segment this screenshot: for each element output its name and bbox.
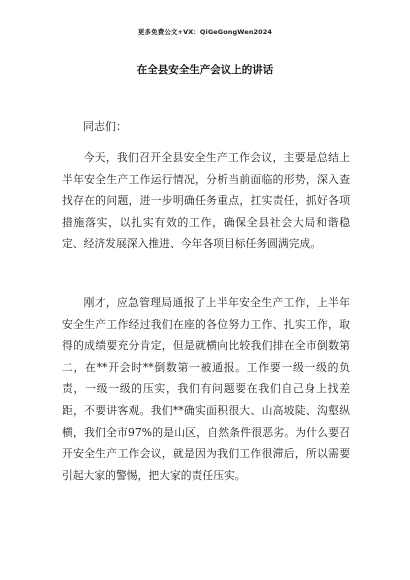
salutation: 同志们：	[83, 120, 127, 133]
paragraph-1: 今天，我们召开全县安全生产工作会议，主要是总结上半年安全生产工作运行情况，分析当前面临的形势，深入查找存在的问题，进一步明确任务重点，扛实责任，抓好各项措施落实，以扎实有效的工作，确保全县社会大局和谐稳定、经济发展深入推进、今年各项目标任务圆满完成。	[62, 151, 350, 251]
header-note: 更多免费公文+VX：QiGeGongWen2024	[137, 28, 273, 36]
paragraph-2: 刚才，应急管理局通报了上半年安全生产工作，上半年安全生产工作经过我们在座的各位努力工作、扎实工作，取得的成绩要充分肯定，但是就横向比较我们排在全市倒数第二，在**开会时**倒数第一被通报。工作要一级一级的负责，一级一级的压实，我们有问题要在我们自己身上找差距，不要讲客观。我们**确实面积很大、山高坡陡、沟壑纵横，我们全市97%的是山区，自然条件很恶劣。为什么要召开安全生产工作会议，就是因为我们工作很滞后，所以需要引起大家的警惕，把大家的责任压实。	[62, 296, 350, 482]
document-title: 在全县安全生产会议上的讲话	[136, 64, 274, 76]
